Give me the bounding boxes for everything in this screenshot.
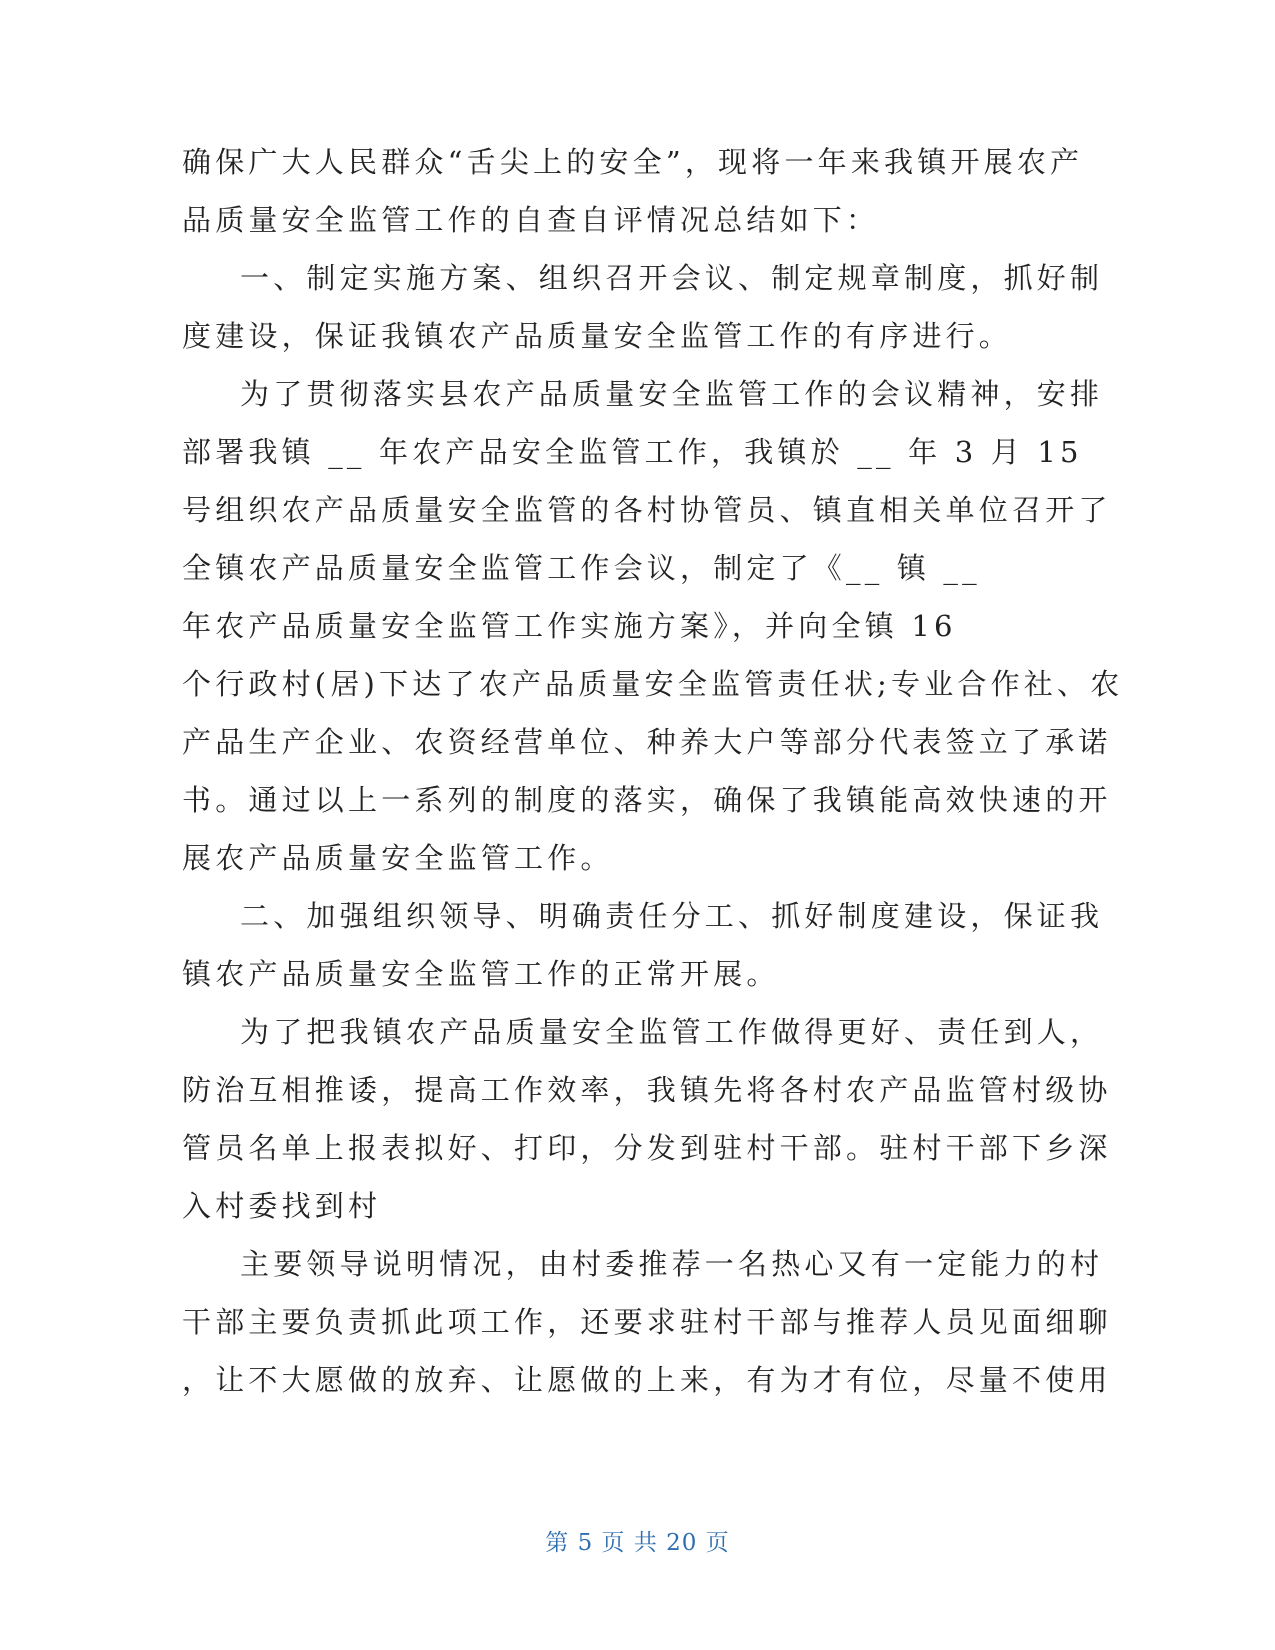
text-line: 为了贯彻落实县农产品质量安全监管工作的会议精神，安排 — [240, 377, 1104, 411]
text-line: 二、加强组织领导、明确责任分工、抓好制度建设，保证我 — [240, 899, 1104, 933]
text-line: 年农产品质量安全监管工作实施方案》，并向全镇 16 — [182, 609, 957, 643]
text-line: 部署我镇 __ 年农产品安全监管工作，我镇於 __ 年 3 月 15 — [182, 435, 1083, 469]
text-line: 一、制定实施方案、组织召开会议、制定规章制度，抓好制 — [240, 261, 1104, 295]
text-line: 为了把我镇农产品质量安全监管工作做得更好、责任到人， — [240, 1015, 1104, 1049]
text-line: 展农产品质量安全监管工作。 — [182, 841, 614, 875]
text-line: 干部主要负责抓此项工作，还要求驻村干部与推荐人员见面细聊 — [182, 1305, 1112, 1339]
text-line: ，让不大愿做的放弃、让愿做的上来，有为才有位，尽量不使用 — [182, 1363, 1112, 1397]
text-line: 号组织农产品质量安全监管的各村协管员、镇直相关单位召开了 — [182, 493, 1112, 527]
text-line: 确保广大人民群众“舌尖上的安全”，现将一年来我镇开展农产 — [182, 145, 1084, 179]
text-line: 个行政村(居)下达了农产品质量安全监管责任状;专业合作社、农 — [182, 667, 1124, 701]
text-line: 防治互相推诿，提高工作效率，我镇先将各村农产品监管村级协 — [182, 1073, 1112, 1107]
text-line: 入村委找到村 — [182, 1189, 382, 1223]
text-line: 品质量安全监管工作的自查自评情况总结如下： — [182, 203, 880, 237]
text-line: 书。通过以上一系列的制度的落实，确保了我镇能高效快速的开 — [182, 783, 1112, 817]
text-line: 管员名单上报表拟好、打印，分发到驻村干部。驻村干部下乡深 — [182, 1131, 1112, 1165]
page-number-footer: 第 5 页 共 20 页 — [545, 1530, 730, 1556]
text-line: 度建设，保证我镇农产品质量安全监管工作的有序进行。 — [182, 319, 1013, 353]
text-line: 产品生产企业、农资经营单位、种养大户等部分代表签立了承诺 — [182, 725, 1112, 759]
text-line: 全镇农产品质量安全监管工作会议，制定了《__ 镇 __ — [182, 551, 981, 585]
text-line: 镇农产品质量安全监管工作的正常开展。 — [182, 957, 780, 991]
text-line: 主要领导说明情况，由村委推荐一名热心又有一定能力的村 — [240, 1247, 1104, 1281]
